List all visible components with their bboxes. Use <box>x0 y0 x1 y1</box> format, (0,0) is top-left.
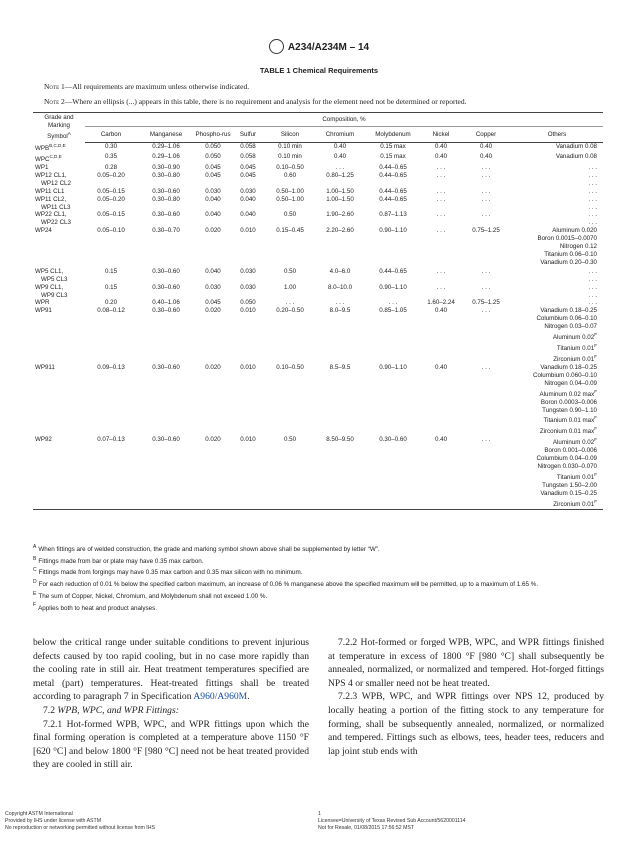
cell-c: 0.28 <box>104 164 118 171</box>
cell-cr: 0.40 <box>333 142 347 150</box>
cell-p: 0.045 <box>205 171 221 179</box>
cell-mo: 0.90–1.10 <box>379 363 407 371</box>
footnote: $^A$ When fittings are of welded construction, the grade and marking symbol shown above shall be supplemented by letter “W”. <box>33 544 380 554</box>
cell-cu: 0.75–1.25 <box>472 299 500 307</box>
cell-cr: . . . <box>335 299 345 307</box>
right-column <box>328 636 604 758</box>
cell-s: 0.050 <box>240 299 256 307</box>
cell-c: 0.05–0.20 <box>97 195 125 203</box>
table-title: TABLE 1 Chemical Requirements <box>259 66 379 75</box>
cell-cu: . . . <box>481 283 491 291</box>
cell-p: 0.040 <box>205 211 221 219</box>
cell-cu: . . . <box>481 211 491 219</box>
cell-p: 0.040 <box>205 195 221 203</box>
others-cell: Vanadium 0.18–0.25 Columbium 0.06–0.10 Nitrogen 0.03–0.07 Aluminum $0.02^F$ Titanium $0.01^F$ Zirconium $0.01^F$ <box>536 307 597 364</box>
cell-mn: 0.30–0.70 <box>152 227 180 235</box>
cell-ni: 0.40 <box>434 307 448 315</box>
cell-s: 0.030 <box>240 283 256 291</box>
cell-mn: 0.40–1.06 <box>152 299 180 307</box>
column-header-phosphorus: Phospho-rus <box>195 127 231 142</box>
cell-c: 0.07–0.13 <box>85 436 137 509</box>
cell-si: . . . <box>285 299 295 307</box>
cell-mn: 0.30–0.60 <box>152 267 180 275</box>
cell-p: 0.020 <box>205 227 221 235</box>
others-cell: Vanadium 0.08 <box>555 142 597 150</box>
cell-si: 0.10–0.50 <box>276 363 304 371</box>
cell-s: 0.045 <box>240 171 256 179</box>
cell-mo: 0.85–1.05 <box>379 307 407 315</box>
cell-cu: 0.40 <box>479 142 493 150</box>
cell-ni: . . . <box>436 187 446 195</box>
chemical-requirements-table <box>33 112 603 510</box>
cell-p: 0.030 <box>205 187 221 195</box>
cell-ni: 0.40 <box>421 436 461 509</box>
paragraph-7-2-1: 7.2.1 Hot-formed WPB, WPC, and WPR fittings upon which the final forming operation is completed at a temperature above 1150 °F [620 °C] and below 1800 °F [980 °C] need not be heat treated provided they are cooled in still air. <box>33 718 309 771</box>
cell-mn: 0.30–0.60 <box>152 363 180 371</box>
cell-mn: 0.29–1.06 <box>152 153 180 161</box>
column-header-others: Others <box>511 127 603 142</box>
grade-cell: WPR <box>35 299 50 307</box>
table-row <box>33 196 603 212</box>
cell-cr: 0.80–1.25 <box>326 171 354 179</box>
cell-s: 0.040 <box>240 195 256 203</box>
cell-ni: . . . <box>436 164 446 171</box>
cell-s: 0.030 <box>240 267 256 275</box>
cell-cr: 4.0–6.0 <box>329 267 351 275</box>
cell-cr: 1.00–1.50 <box>326 187 354 195</box>
grade-cell: WP1 <box>35 164 49 171</box>
cell-si: 0.20–0.50 <box>276 307 304 315</box>
grade-cell: WP9 CL1, WP9 CL3 <box>35 283 68 299</box>
cell-cu: . . . <box>481 363 491 371</box>
cell-c: 0.08–0.12 <box>97 307 125 315</box>
others-cell: . . . . . . <box>588 211 597 227</box>
cell-mo: 0.44–0.65 <box>379 164 407 171</box>
cell-cu: . . . <box>481 195 491 203</box>
grade-cell: $WPB^{B,C,D,E}$ <box>35 143 66 153</box>
cell-ni: 0.40 <box>434 153 448 161</box>
designation: A234/A234M – 14 <box>287 42 370 54</box>
cell-mo: 0.30–0.60 <box>365 436 421 509</box>
cell-cr: 2.20–2.60 <box>326 227 354 235</box>
cell-mo: . . . <box>388 299 398 307</box>
cell-ni: . . . <box>436 211 446 219</box>
cell-mn: 0.30–0.60 <box>152 187 180 195</box>
table-row <box>33 436 603 509</box>
cell-p: 0.030 <box>205 283 221 291</box>
footnote: $^C$ Fittings made from forgings may have 0.35 max carbon and 0.35 max silicon with no minimum. <box>33 567 303 577</box>
section-7-2-heading: 7.2 WPB, WPC, and WPR Fittings: <box>43 704 179 716</box>
cell-s: 0.040 <box>240 211 256 219</box>
footnote: $^E$ The sum of Copper, Nickel, Chromium, and Molybdenum shall not exceed 1.00 %. <box>33 590 268 600</box>
cell-cr: 0.40 <box>333 153 347 161</box>
cell-si: 0.50 <box>265 436 315 509</box>
cell-mo: 0.87–1.13 <box>379 211 407 219</box>
cell-mn: 0.30–0.60 <box>152 307 180 315</box>
cell-mo: 0.44–0.65 <box>379 267 407 275</box>
cell-cr: 1.90–2.60 <box>326 211 354 219</box>
cell-p: 0.020 <box>195 436 231 509</box>
cell-si: 0.50 <box>283 267 297 275</box>
cell-si: 0.50–1.00 <box>276 195 304 203</box>
table-row <box>33 227 603 267</box>
composition-header: Composition, % <box>85 113 603 127</box>
cell-si: 0.50–1.00 <box>276 187 304 195</box>
spec-link[interactable]: A960/A960M <box>193 691 248 703</box>
cell-s: 0.058 <box>240 153 256 161</box>
cell-mo: 0.90–1.10 <box>379 227 407 235</box>
cell-ni: . . . <box>436 227 446 235</box>
cell-cr: 8.0–9.5 <box>329 307 351 315</box>
cell-c: 0.15 <box>104 267 118 275</box>
cell-si: 0.10 min <box>278 142 302 150</box>
cell-c: 0.15 <box>104 283 118 291</box>
column-header-carbon: Carbon <box>85 127 137 142</box>
grade-cell: $WPC^{C,D,E}$ <box>35 154 62 164</box>
cell-p: 0.020 <box>205 363 221 371</box>
cell-si: 0.10–0.50 <box>276 164 304 171</box>
note-1 <box>44 82 249 91</box>
cell-si: 0.15–0.45 <box>276 227 304 235</box>
grade-cell: WP5 CL1, WP5 CL3 <box>35 267 68 283</box>
cell-mo: 0.90–1.10 <box>379 283 407 291</box>
cell-cr: 1.00–1.50 <box>326 195 354 203</box>
cell-c: 0.05–0.20 <box>97 171 125 179</box>
cell-p: 0.040 <box>205 267 221 275</box>
cell-ni: 0.40 <box>434 142 448 150</box>
others-cell: Aluminum 0.020 Boron 0.0015–0.0070 Nitrogen 0.12 Titanium 0.06–0.10 Vanadium 0.20–0.30 <box>537 227 597 266</box>
cell-s: 0.045 <box>240 164 256 171</box>
footnote: $^D$ For each reduction of 0.01 % below the specified carbon maximum, an increase of 0.06 % manganese above the specified maximum will be permitted, up to a maximum of 1.65 %. <box>33 579 539 589</box>
table-row <box>33 364 603 436</box>
cell-cu: . . . <box>481 267 491 275</box>
footer-license: 1 Licensee=University of Texas Revised Sub Account/5620001114 Not for Resale, 01/08/2015 17:56:52 MST <box>318 811 466 831</box>
cell-s: 0.010 <box>231 436 265 509</box>
others-cell: . . . <box>588 299 597 307</box>
grade-column-header: Grade and Marking Symbol$^A$ <box>33 113 85 143</box>
others-cell: . . . . . . <box>588 267 597 283</box>
page-number: 1 <box>318 811 321 817</box>
table-footnotes <box>33 543 603 613</box>
column-header-silicon: Silicon <box>265 127 315 142</box>
grade-cell: WP911 <box>35 363 55 371</box>
cell-s: 0.058 <box>240 142 256 150</box>
cell-p: 0.045 <box>205 164 221 171</box>
cell-p: 0.045 <box>205 299 221 307</box>
cell-s: 0.030 <box>240 187 256 195</box>
cell-cu: . . . <box>481 187 491 195</box>
cell-cu: . . . <box>461 436 511 509</box>
others-cell: . . . . . . <box>588 283 597 299</box>
table-row <box>33 284 603 300</box>
left-column <box>33 636 309 772</box>
note-text: —Where an ellipsis (...) appears in this table, there is no requirement and analysis for the element need not be determined or reported. <box>64 97 467 106</box>
note-2 <box>44 97 467 106</box>
cell-mo: 0.15 max <box>380 153 406 161</box>
cell-ni: 1.60–2.24 <box>427 299 455 307</box>
cell-mn: 0.30–0.60 <box>152 211 180 219</box>
cell-mn: 0.30–0.60 <box>137 436 195 509</box>
cell-mn: 0.30–0.80 <box>152 171 180 179</box>
grade-cell: WP11 CL1 <box>35 187 65 195</box>
footer-copyright: Copyright ASTM International Provided by IHS under license with ASTM No reproduction or networking permitted without license from IHS <box>5 811 155 831</box>
cell-s: 0.010 <box>240 227 256 235</box>
grade-cell: WP12 CL1, WP12 CL2 <box>35 171 71 187</box>
cell-mn: 0.30–0.60 <box>152 283 180 291</box>
cell-mo: 0.15 max <box>380 142 406 150</box>
cell-mo: 0.44–0.65 <box>379 195 407 203</box>
others-cell: Vanadium 0.08 <box>555 153 597 161</box>
cell-p: 0.050 <box>205 153 221 161</box>
cell-c: 0.05–0.15 <box>97 187 125 195</box>
cell-s: 0.010 <box>240 307 256 315</box>
column-header-copper: Copper <box>461 127 511 142</box>
cell-p: 0.020 <box>205 307 221 315</box>
cell-p: 0.050 <box>205 142 221 150</box>
cell-cu: . . . <box>481 164 491 171</box>
grade-cell: WP22 CL1, WP22 CL3 <box>35 211 71 227</box>
table-body <box>33 142 603 509</box>
cell-mn: 0.29–1.06 <box>152 142 180 150</box>
cell-cu: 0.75–1.25 <box>472 227 500 235</box>
astm-logo-icon <box>269 39 284 54</box>
cell-s: 0.010 <box>240 363 256 371</box>
cell-cr: 8.0–10.0 <box>327 283 353 291</box>
cell-ni: 0.40 <box>434 363 448 371</box>
cell-mo: 0.44–0.65 <box>379 171 407 179</box>
cell-c: 0.20 <box>104 299 118 307</box>
cell-si: 1.00 <box>283 283 297 291</box>
paragraph-7-1-end: below the critical range under suitable conditions to prevent injurious defects caused by too rapid cooling, but in no case more rapidly than the cooling rate in still air. Heat treatment temperatures specified are metal (part) temperatures. Heat-treated fittings shall be treated according to paragraph 7 in Specification A960/A960M. <box>33 637 309 703</box>
column-header-sulfur: Sulfur <box>231 127 265 142</box>
cell-ni: . . . <box>436 283 446 291</box>
note-label: Note 2 <box>44 97 65 106</box>
paragraph-7-2-3: 7.2.3 WPB, WPC, and WPR fittings over NPS 12, produced by locally heating a portion of the fitting stock to any temperature for forming, shall be subsequently annealed, normalized, or normalized and tempered. Fittings such as elbows, tees, header tees, reducers and lap joint stub ends with <box>328 691 604 757</box>
cell-cu: . . . <box>481 171 491 179</box>
table-row <box>33 164 603 172</box>
others-cell: . . . . . . <box>588 195 597 211</box>
cell-c: 0.05–0.15 <box>97 211 125 219</box>
table-row <box>33 172 603 188</box>
cell-cu: 0.40 <box>479 153 493 161</box>
table-row <box>33 153 603 164</box>
footnote: $^B$ Fittings made from bar or plate may have 0.35 max carbon. <box>33 555 204 565</box>
column-header-molybdenum: Molybdenum <box>365 127 421 142</box>
table-row <box>33 142 603 153</box>
cell-c: 0.09–0.13 <box>97 363 125 371</box>
column-header-chromium: Chromium <box>315 127 365 142</box>
others-cell: Vanadium 0.18–0.25 Columbium 0.060–0.10 Nitrogen 0.04–0.09 Aluminum 0.02 $\max^F$ Boron 0.0003–0.006 Tungsten 0.90–1.10 Titanium 0.01 $\max^F$ Zirconium 0.01 $\max^F$ <box>533 363 597 436</box>
document-header <box>0 40 638 55</box>
note-text: —All requirements are maximum unless otherwise indicated. <box>64 82 250 91</box>
table-row <box>33 307 603 364</box>
others-cell: . . . <box>588 164 597 171</box>
cell-ni: . . . <box>436 195 446 203</box>
cell-mo: 0.44–0.65 <box>379 187 407 195</box>
others-cell: . . . <box>588 187 597 195</box>
cell-cr: . . . <box>335 164 345 171</box>
cell-si: 0.10 min <box>278 153 302 161</box>
cell-cr: 8.5–9.5 <box>329 363 351 371</box>
cell-ni: . . . <box>436 267 446 275</box>
table-row <box>33 211 603 227</box>
cell-c: 0.35 <box>104 153 118 161</box>
note-label: Note 1 <box>44 82 65 91</box>
column-header-manganese: Manganese <box>137 127 195 142</box>
table-row <box>33 188 603 196</box>
cell-mn: 0.30–0.80 <box>152 195 180 203</box>
grade-cell: WP91 <box>35 307 52 315</box>
cell-si: 0.50 <box>283 211 297 219</box>
others-cell: Aluminum $0.02^F$ Boron 0.001–0.006 Columbium 0.04–0.09 Nitrogen 0.030–0.070 Titanium $0.01^F$ Tungsten 1.50–2.00 Vanadium 0.15–0.25 Zirconium $0.01^F$ <box>511 436 603 509</box>
paragraph-7-2-2: 7.2.2 Hot-formed or forged WPB, WPC, and WPR fittings finished at temperature in excess of 1800 °F [980 °C] shall subsequently be annealed, normalized, or normalized and tempered. Hot-forged fittings NPS 4 or smaller need not be heat treated. <box>328 637 604 689</box>
grade-cell: WP24 <box>35 227 52 235</box>
others-cell: . . . . . . <box>588 171 597 187</box>
cell-c: 0.05–0.10 <box>97 227 125 235</box>
footnote: $^F$ Applies both to heat and product analyses. <box>33 602 158 612</box>
table-row <box>33 299 603 307</box>
grade-cell: WP11 CL2, WP11 CL3 <box>35 195 71 211</box>
cell-ni: . . . <box>436 171 446 179</box>
cell-mn: 0.30–0.90 <box>152 164 180 171</box>
table-row <box>33 268 603 284</box>
cell-c: 0.30 <box>104 142 118 150</box>
cell-cu: . . . <box>481 307 491 315</box>
cell-si: 0.60 <box>283 171 297 179</box>
grade-cell: WP92 <box>33 436 85 509</box>
column-header-nickel: Nickel <box>421 127 461 142</box>
cell-cr: 8.50–9.50 <box>315 436 365 509</box>
